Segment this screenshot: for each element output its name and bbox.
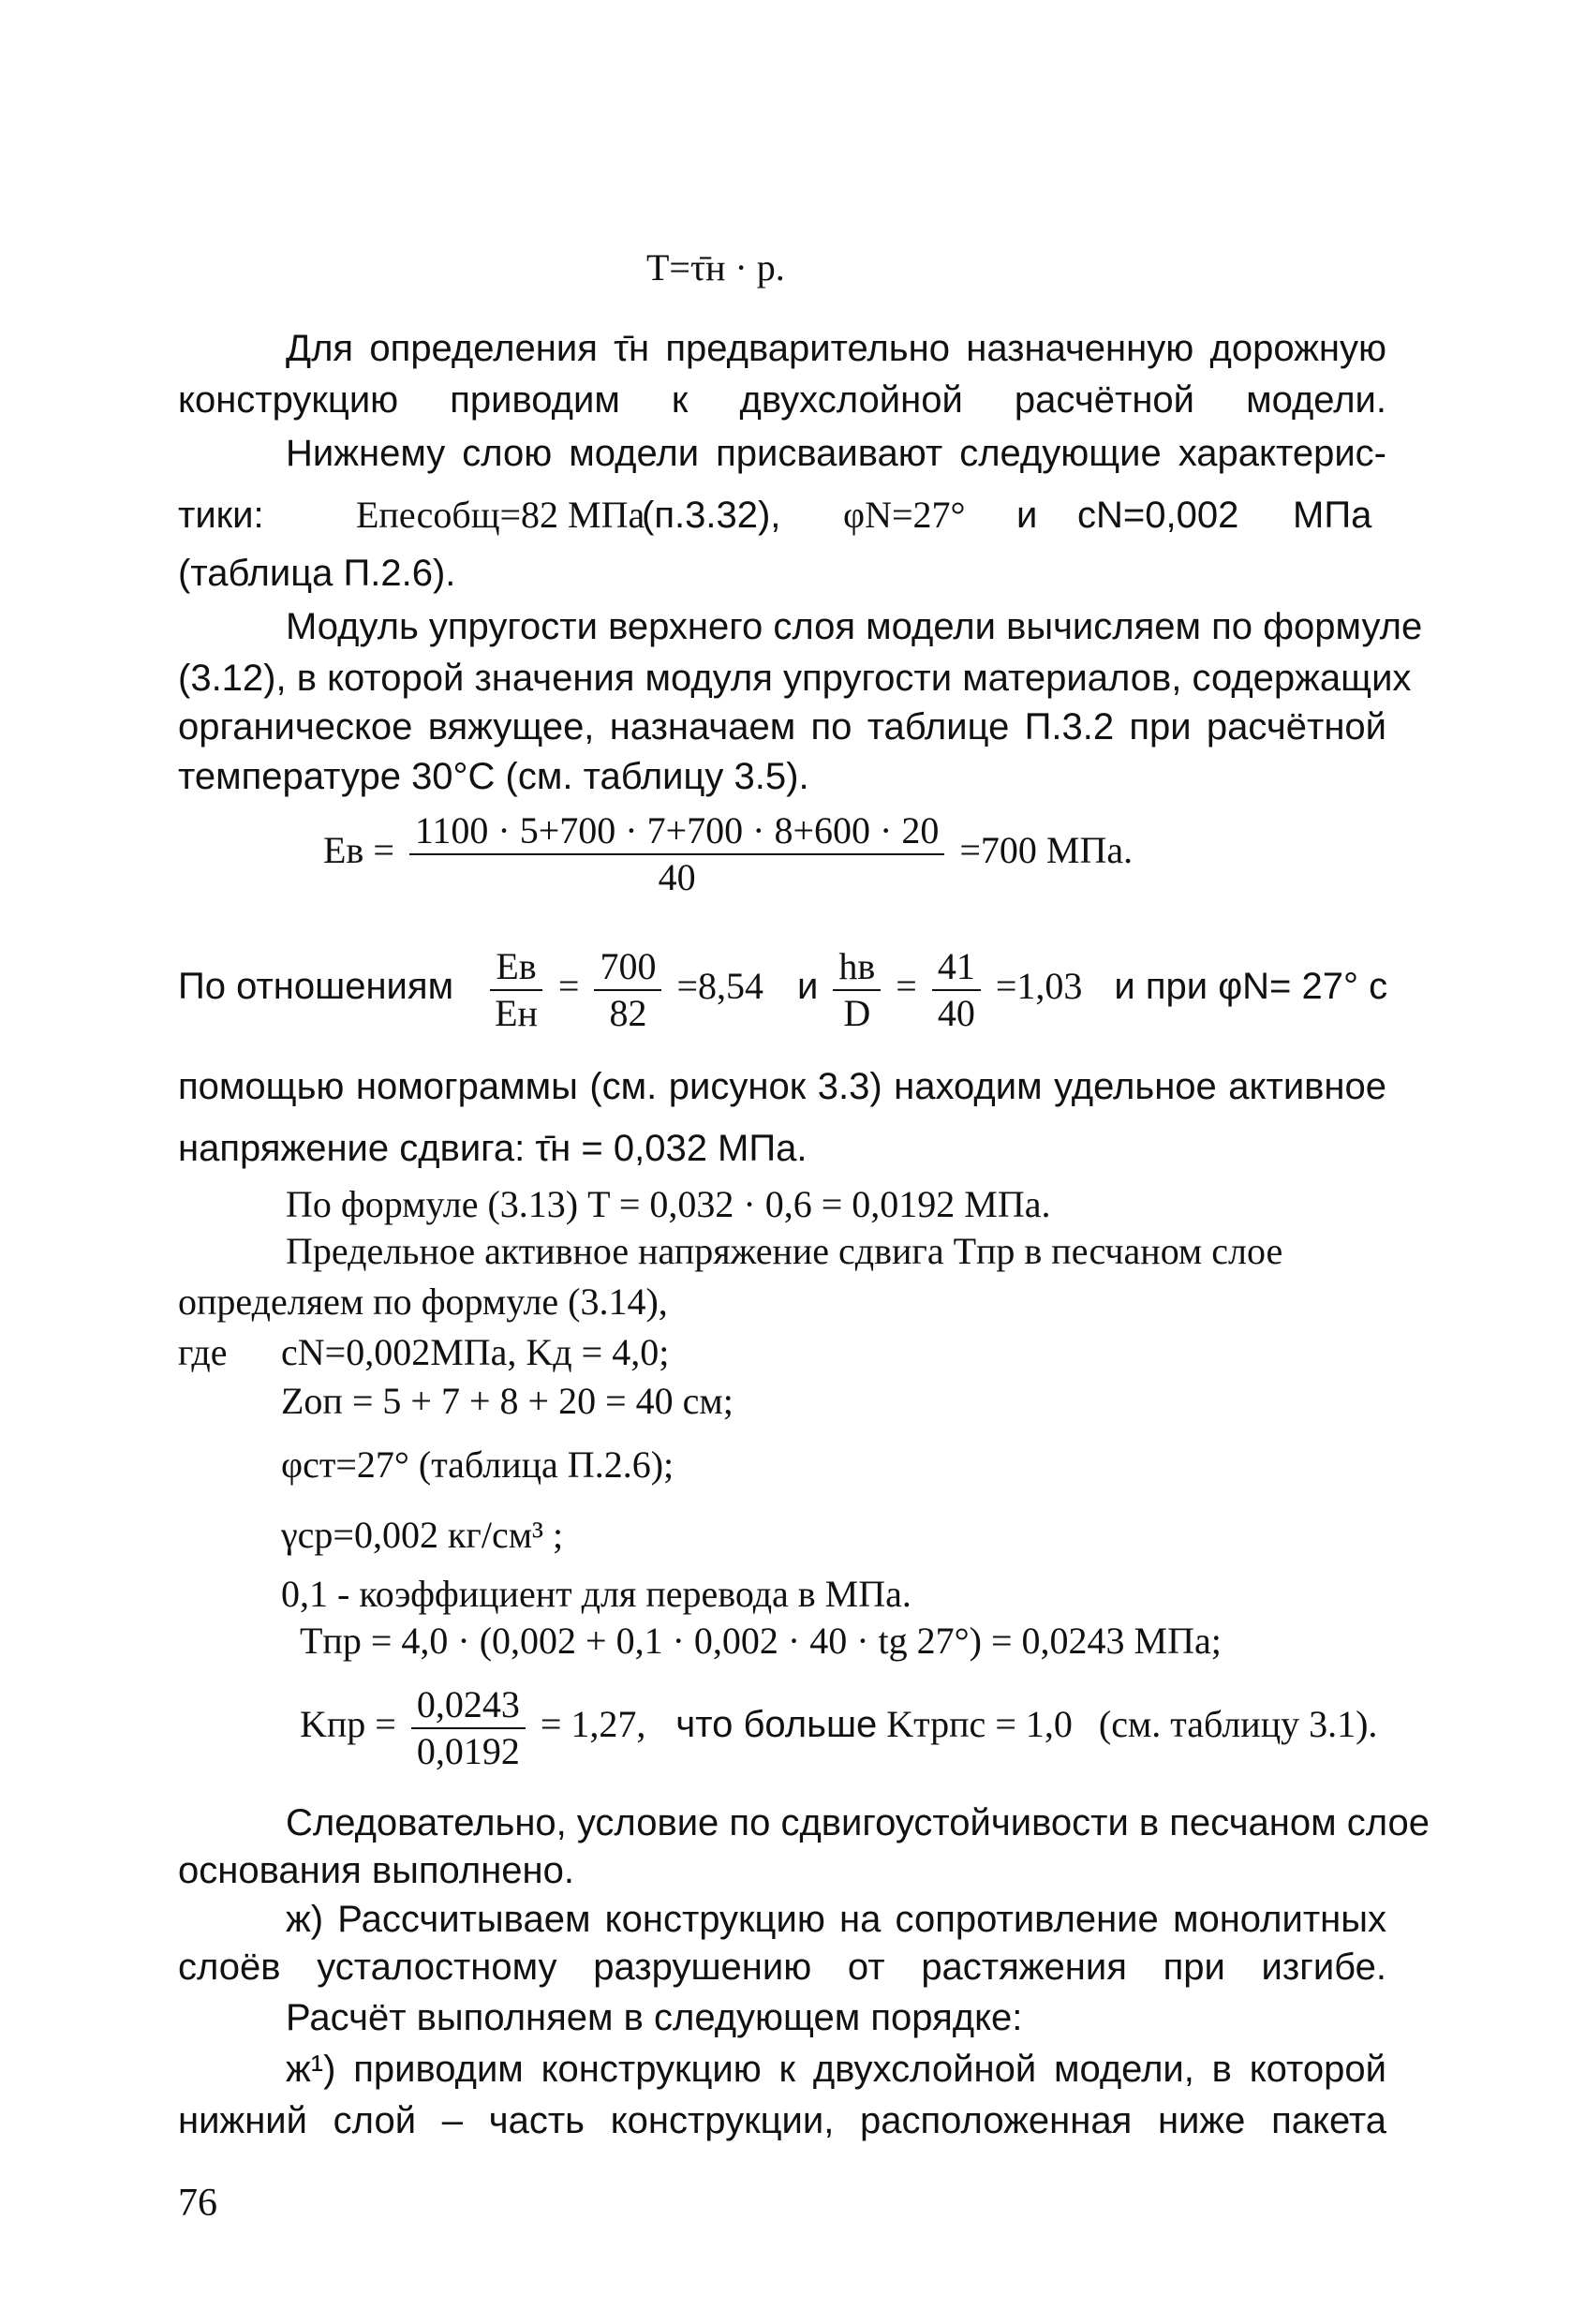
text-line: напряжение сдвига: τ̄н = 0,032 МПа.: [178, 1128, 808, 1169]
text-line: Модуль упругости верхнего слоя модели вычисляем по формуле: [286, 606, 1423, 647]
equation-ratios: По отношениям $\frac{Eв}{Eн}$ = $\frac{700}{82}$ =8,54 и $\frac{hв}{D}$ = $\frac{41}{40}$ =1,03 и при φN= 27° с: [178, 945, 1388, 1034]
text-line: основания выполнено.: [178, 1850, 574, 1891]
text-line: Zоп = 5 + 7 + 8 + 20 = 40 см;: [281, 1380, 734, 1422]
text-line: температуре 30°С (см. таблицу 3.5).: [178, 756, 809, 797]
text-line: определяем по формуле (3.14),: [178, 1280, 668, 1323]
text-line: Для определения τ̄н предварительно назначенную дорожную: [286, 328, 1386, 369]
text-line: (таблица П.2.6).: [178, 553, 456, 594]
text-line: Tпр = 4,0 · (0,002 + 0,1 · 0,002 · 40 · tg 27°) = 0,0243 МПа;: [300, 1620, 1222, 1662]
text-line: Расчёт выполняем в следующем порядке:: [286, 1997, 1023, 2038]
text-line: Нижнему слою модели присваивают следующие характерис-: [286, 433, 1386, 474]
fraction: $\frac{1100 \cdot 5+700 \cdot 7+700 \cdot 8+600 \cdot 20}{40}$: [409, 810, 944, 898]
text-line: ж¹) приводим конструкцию к двухслойной модели, в которой: [286, 2049, 1386, 2090]
text-line: Следовательно, условие по сдвигоустойчивости в песчаном слое: [286, 1802, 1430, 1843]
text-line: слоёв усталостному разрушению от растяжения при изгибе.: [178, 1947, 1386, 1988]
text-line: конструкцию приводим к двухслойной расчётной модели.: [178, 379, 1386, 421]
text-line: 0,1 - коэффициент для перевода в МПа.: [281, 1573, 911, 1615]
formula-T: T=τ̄н · р.: [646, 246, 785, 289]
text-line: помощью номограммы (см. рисунок 3.3) находим удельное активное: [178, 1066, 1386, 1107]
text-line: органическое вяжущее, назначаем по таблице П.3.2 при расчётной: [178, 706, 1386, 748]
document-page: T=τ̄н · р. Для определения τ̄н предварительно назначенную дорожную конструкцию приводим к двухслойной расчётной модели. Нижнему слою модели присваивают следующие характерис- тики: Eпесобщ=82 МПа (п.3.32), φN=27° и cN=0,002 МПа (таблица П.2.6). Модуль упругости верхнего слоя модели вычисляем по формуле (3.12), в которой значения модуля упругости материалов, содержащих органическое вяжущее, назначаем по таблице П.3.2 при расчётной температуре 30°С (см. таблицу 3.5). Eв = $\frac{1100 \cdot 5+700 \cdot 7+700 \cdot 8+600 \cdot 20}{40}$ =700 МПа. По отношениям $\frac{Eв}{Eн}$ = $\frac{700}{82}$ =8,54 и $\frac{hв}{D}$ = $\frac{41}{40}$ =1,03 и при φN= 27° с помощью номограммы (см. рисунок 3.3) находим удельное активное напряжение сдвига: τ̄н = 0,032 МПа. По формуле (3.13) T = 0,032 · 0,6 = 0,0192 МПа. Предельное активное напряжение сдвига Tпр в песчаном слое определяем по формуле (3.14), где cN=0,002МПа, Kд = 4,0; Zоп = 5 + 7 + 8 + 20 = 40 см; φст=27° (таблица П.2.6); γср=0,002 кг/см³ ; 0,1 - коэффициент для перевода в МПа. Tпр = 4,0 · (0,002 + 0,1 · 0,002 · 40 · tg 27°) = 0,0243 МПа; Kпр = $\frac{0,0243}{0,0192}$ = 1,27, что больше Kтрпс = 1,0 (см. таблицу 3.1). Следовательно, условие по сдвигоустойчивости в песчаном слое основания выполнено. ж) Рассчитываем конструкцию на сопротивление монолитных слоёв усталостному разрушению от растяжения при изгибе. Расчёт выполняем в следующем порядке: ж¹) приводим конструкцию к двухслойной модели, в которой нижний слой – часть конструкции, расположенная ниже пакета 76: [0, 0, 1571, 2324]
text-line: φст=27° (таблица П.2.6);: [281, 1443, 674, 1486]
equation-Kpr: Kпр = $\frac{0,0243}{0,0192}$ = 1,27, что больше Kтрпс = 1,0 (см. таблицу 3.1).: [300, 1683, 1378, 1772]
text-line: γср=0,002 кг/см³ ;: [281, 1514, 564, 1556]
equation-Ev: Eв = $\frac{1100 \cdot 5+700 \cdot 7+700 \cdot 8+600 \cdot 20}{40}$ =700 МПа.: [323, 809, 1134, 898]
text-line: ж) Рассчитываем конструкцию на сопротивление монолитных: [286, 1899, 1386, 1940]
text-line: (3.12), в которой значения модуля упругости материалов, содержащих: [178, 658, 1412, 699]
text-line: По формуле (3.13) T = 0,032 · 0,6 = 0,0192 МПа.: [286, 1183, 1051, 1225]
text-line: Предельное активное напряжение сдвига Tпр в песчаном слое: [286, 1230, 1283, 1272]
text-line: нижний слой – часть конструкции, расположенная ниже пакета: [178, 2100, 1386, 2141]
page-number: 76: [178, 2182, 217, 2225]
